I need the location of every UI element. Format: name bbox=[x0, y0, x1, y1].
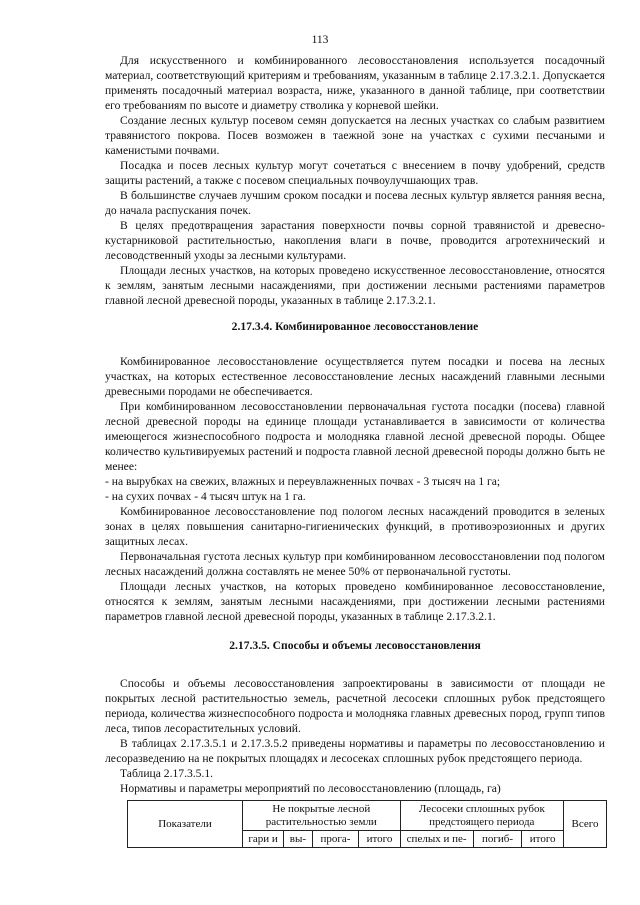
paragraph: Площади лесных участков, на которых проведено искусственное лесовосстановление, относятся к землям, занятым лесными насаждениями, при достижении лесными растениями параметров главной лесной древесной породы, указанных в таблице 2.17.3.2.1. bbox=[105, 264, 605, 307]
table-header-cell: Показатели bbox=[128, 801, 243, 848]
paragraph: Для искусственного и комбинированного лесовосстановления используется посадочный материал, соответствующий критериям и требованиям, указанным в таблице 2.17.3.2.1. Допускается применять посадочный материал возраста, ниже, указанного в данной таблице, при соответствии его требованиям по высоте и диаметру стволика у корневой шейки. bbox=[105, 54, 605, 112]
paragraph: Создание лесных культур посевом семян допускается на лесных участках со слабым развитием травянистого покрова. Посев возможен в таежной зоне на участках с сухими песчаными и каменистыми почвами. bbox=[105, 114, 605, 157]
table-subheader-cell: итого bbox=[359, 831, 400, 848]
section-heading: 2.17.3.4. Комбинированное лесовосстановление bbox=[231, 320, 479, 333]
table-header-cell: Всего bbox=[564, 801, 607, 848]
section-heading: 2.17.3.5. Способы и объемы лесовосстановления bbox=[229, 639, 481, 652]
paragraph: В целях предотвращения зарастания поверхности почвы сорной травянистой и древесно-кустарниковой растительностью, накопления влаги в почве, проводится агротехнический и лесоводственный уходы за лесными культурами. bbox=[105, 219, 605, 262]
table-subheader-cell: итого bbox=[522, 831, 564, 848]
paragraph: Комбинированное лесовосстановление осуществляется путем посадки и посева на лесных участках, на которых естественное лесовосстановление лесных насаждений главными лесными древесными породами не обеспечивается. bbox=[105, 355, 605, 398]
paragraph: Площади лесных участков, на которых проведено комбинированное лесовосстановление, относятся к землям, занятым лесными насаждениями, при достижении лесными растениями параметров главной лесной древесной породы, указанных в таблице 2.17.3.2.1. bbox=[105, 580, 605, 623]
paragraph: В таблицах 2.17.3.5.1 и 2.17.3.5.2 приведены нормативы и параметры по лесовосстановлению и лесоразведению на не покрытых площадях и лесосеках сплошных рубок предстоящего периода. bbox=[105, 737, 605, 765]
table-header-row bbox=[128, 801, 607, 831]
paragraph: Комбинированное лесовосстановление под пологом лесных насаждений проводится в зеленых зонах в целях повышения санитарно-гигиенических функций, в противоэрозионных и других защитных лесах. bbox=[105, 505, 605, 548]
table-subheader-cell: погиб- bbox=[473, 831, 522, 848]
list-item: - на вырубках на свежих, влажных и переувлажненных почвах - 3 тысяч на 1 га; bbox=[105, 475, 501, 488]
table-subheader-cell: спелых и пе- bbox=[400, 831, 473, 848]
paragraph: В большинстве случаев лучшим сроком посадки и посева лесных культур является ранняя весна, до начала распускания почек. bbox=[105, 189, 605, 217]
table-subheader-cell: вы- bbox=[284, 831, 312, 848]
table-caption: Таблица 2.17.3.5.1. bbox=[120, 767, 214, 780]
table-subheader-cell: гари и bbox=[243, 831, 284, 848]
page-number: 113 bbox=[311, 34, 329, 46]
page-body bbox=[105, 53, 605, 848]
paragraph: Посадка и посев лесных культур могут сочетаться с внесением в почву удобрений, средств защиты растений, а также с посевом специальных почвоулучшающих трав. bbox=[105, 159, 605, 187]
table-header-cell: Не покрытые лесной растительностью земли bbox=[243, 801, 401, 831]
paragraph: Способы и объемы лесовосстановления запроектированы в зависимости от площади не покрытых лесной растительностью земель, расчетной лесосеки сплошных рубок предстоящего периода, количества жизнеспособного подроста и молодняка главных древесных пород, групп типов леса, типов лесорастительных условий. bbox=[105, 677, 605, 735]
table-subheader-cell: прога- bbox=[312, 831, 359, 848]
norms-table bbox=[127, 800, 607, 848]
paragraph: При комбинированном лесовосстановлении первоначальная густота посадки (посева) главной лесной древесной породы на единице площади устанавливается в зависимости от количества имеющегося жизнеспособного подроста и молодняка главной лесной древесной породы. Общее количество культивируемых растений и подроста главной лесной древесной породы должно быть не менее: bbox=[105, 400, 605, 473]
paragraph: Первоначальная густота лесных культур при комбинированном лесовосстановлении под пологом лесных насаждений должна составлять не менее 50% от первоначальной густоты. bbox=[105, 550, 605, 578]
table-header-cell: Лесосеки сплошных рубок предстоящего периода bbox=[400, 801, 563, 831]
table-title: Нормативы и параметры мероприятий по лесовосстановлению (площадь, га) bbox=[120, 782, 501, 795]
list-item: - на сухих почвах - 4 тысяч штук на 1 га. bbox=[105, 490, 306, 503]
